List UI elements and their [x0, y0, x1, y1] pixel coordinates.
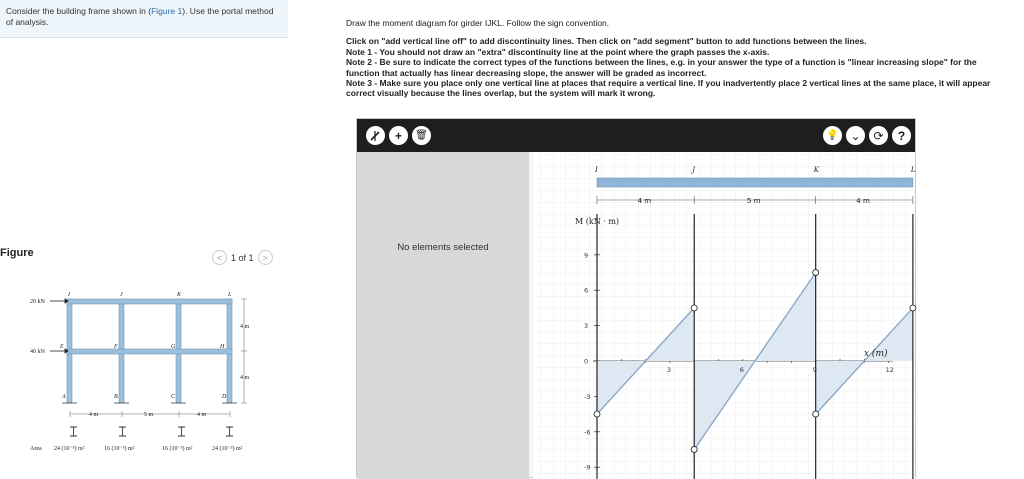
vertical-line-icon [369, 129, 382, 142]
moment-diagram[interactable] [533, 152, 915, 479]
joint-l: L [228, 292, 232, 298]
joint-i: I [68, 292, 70, 298]
area-a: 24 (10⁻³) m² [54, 446, 85, 452]
segment-endpoint [691, 305, 697, 311]
problem-statement [0, 0, 288, 38]
joint-e: E [60, 344, 64, 350]
load-40kn: 40 kN [30, 349, 45, 355]
frame-figure [30, 290, 270, 470]
segment-endpoint [594, 411, 600, 417]
figure-title: Figure [0, 247, 34, 259]
y-tick-label: 0 [584, 357, 589, 366]
x-axis-label: x (m) [864, 349, 888, 359]
y-tick-label: 9 [584, 251, 589, 260]
problem-text-before: Consider the building frame shown in ( [6, 6, 152, 16]
span-kl: 4 m [197, 412, 207, 418]
girder-bar [597, 178, 913, 187]
joint-d: D [222, 394, 227, 400]
add-segment-button[interactable]: + [389, 126, 408, 145]
instruction-line-1: Click on "add vertical line off" to add discontinuity lines. Then click on "add segment" button to add functions between the lines. [346, 36, 867, 47]
add-vertical-line-button[interactable] [366, 126, 385, 145]
plot-area[interactable] [533, 152, 915, 479]
joint-h: H [220, 344, 225, 350]
beam-joint-label: J [692, 166, 696, 174]
span-jk: 5 m [144, 412, 154, 418]
next-figure-button[interactable]: > [258, 250, 273, 265]
segment-endpoint [910, 305, 916, 311]
instructions [346, 14, 1010, 99]
y-tick-label: 3 [584, 322, 589, 331]
beam-joint-label: K [813, 166, 819, 174]
joint-k: K [177, 292, 182, 298]
joint-j: J [120, 292, 123, 298]
reset-button[interactable]: ⟳ [869, 126, 888, 145]
x-tick-label: 9 [812, 366, 817, 374]
girder-top [67, 299, 232, 304]
x-tick-label: 6 [739, 366, 744, 374]
beam-span-label: 5 m [746, 197, 761, 205]
graphing-tool [356, 118, 916, 478]
area-label: Area [30, 446, 42, 452]
note-3: Note 3 - Make sure you place only one vertical line at places that require a vertical line. If you inadvertently place 2 vertical lines at the same place, it will appear correct visually because the lines overlap, but the system will mark it wrong. [346, 78, 991, 99]
area-b: 16 (10⁻³) m² [104, 446, 135, 452]
properties-pane [357, 152, 529, 479]
beam-joint-label: I [595, 166, 598, 174]
prev-figure-button[interactable]: < [212, 250, 227, 265]
discontinuity-lines[interactable] [597, 214, 913, 479]
figure-link[interactable]: Figure 1 [151, 6, 183, 16]
load-20kn: 20 kN [30, 299, 45, 305]
beam-span-label: 4 m [637, 197, 652, 205]
segment-endpoint [691, 447, 697, 453]
no-selection-text: No elements selected [397, 242, 489, 253]
delete-button[interactable]: 🗑 [412, 126, 431, 145]
joint-f: F [114, 344, 118, 350]
figure-pager [212, 250, 273, 265]
area-c: 16 (10⁻³) m² [162, 446, 193, 452]
tool-toolbar [357, 119, 915, 152]
y-axis-label: M (kN · m) [575, 217, 620, 226]
task-text: Draw the moment diagram for girder IJKL. Follow the sign convention. [346, 18, 610, 28]
note-1: Note 1 - You should not draw an "extra" discontinuity line at the point where the graph passes the x-axis. [346, 46, 770, 57]
joint-a: A [62, 394, 66, 400]
beam-span-label: 4 m [856, 197, 870, 205]
girder-mid [67, 349, 232, 354]
joint-c: C [171, 394, 176, 400]
pager-label: 1 of 1 [231, 252, 254, 263]
height-lower: 4 m [240, 375, 250, 381]
problem-text-after: ). Use the portal method of analysis. [6, 6, 274, 27]
segment-endpoint [813, 270, 819, 276]
joint-g: G [171, 344, 176, 350]
height-upper: 4 m [240, 324, 250, 330]
beam-joint-label: L [910, 166, 916, 174]
area-d: 24 (10⁻³) m² [212, 446, 243, 452]
y-tick-label: -3 [584, 392, 591, 401]
hint-button[interactable]: 💡 [823, 126, 842, 145]
help-button[interactable]: ? [892, 126, 911, 145]
segment-endpoint [813, 411, 819, 417]
x-tick-label: 12 [885, 366, 894, 374]
x-tick-label: 3 [666, 366, 672, 374]
joint-b: B [114, 394, 118, 400]
note-2: Note 2 - Be sure to indicate the correct types of the functions between the lines, e.g. in your answer the type of a function is "linear increasing slope" for the function that actually has linear decreasing slope, the answer will be graded as incorrect. [346, 57, 977, 78]
span-ij: 4 m [89, 412, 99, 418]
options-dropdown-button[interactable]: ⌄ [846, 126, 865, 145]
y-tick-label: -9 [584, 463, 591, 472]
y-tick-label: 6 [584, 286, 589, 295]
y-tick-label: -6 [584, 428, 591, 437]
